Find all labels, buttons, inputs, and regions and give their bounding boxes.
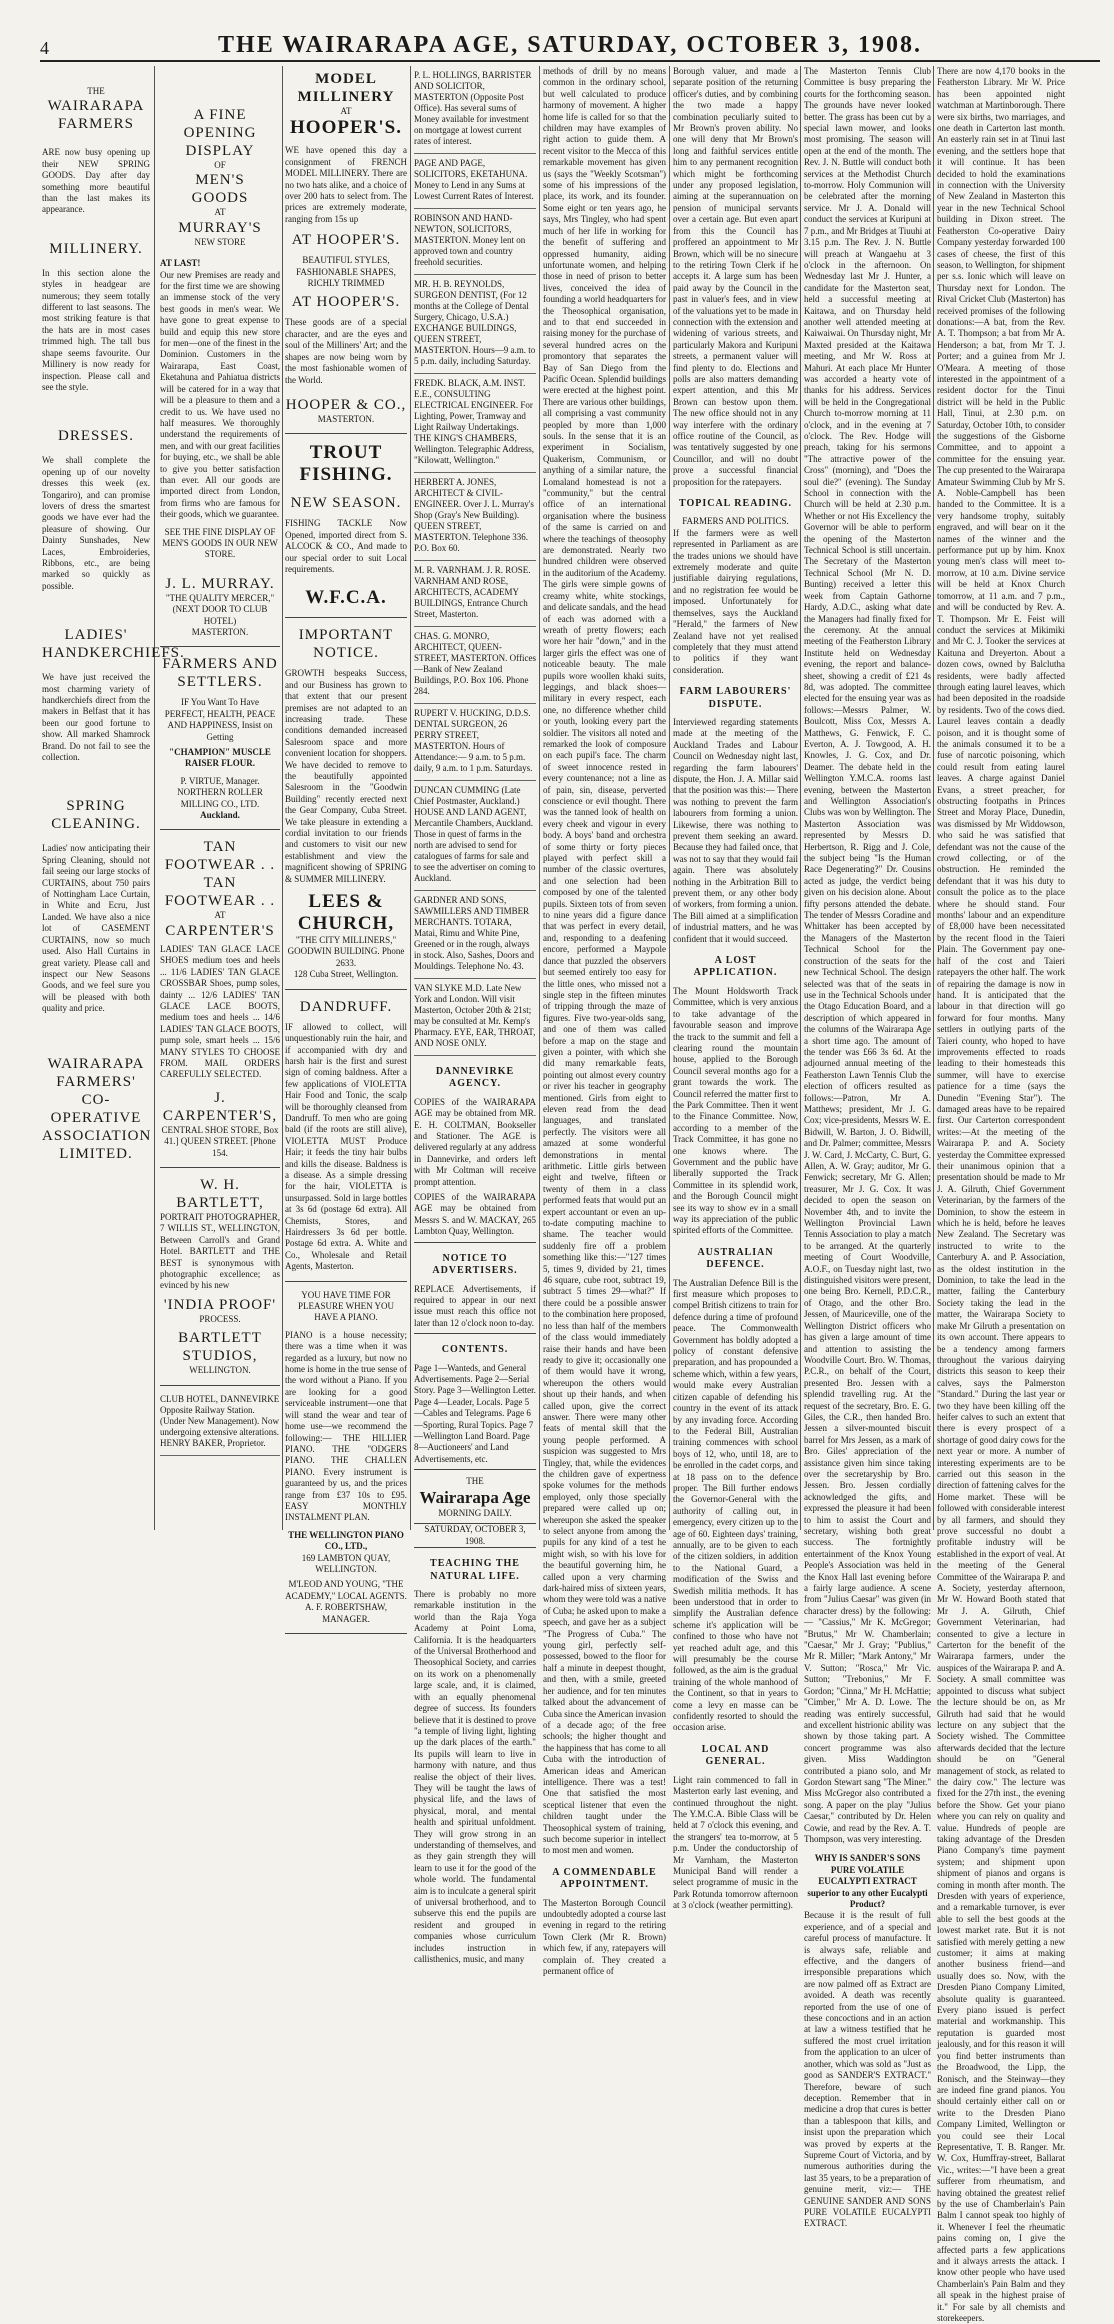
appointment-body: The Masterton Borough Council undoubtedly adopted a course last evening in regard to the retiring Town Clerk (Mr R. Brown) which few, if any, ratepayers will complain of. They created a permanent office of	[543, 1897, 666, 1977]
column-topical: Borough valuer, and made a separate position of the returning officer's duties, and by combining the two made a happy combination peculiarly suited to Mr Brown's proven ability. No one will deny that Mr Brown's long and faithful services entitle him to any permanent recognition which might be forthcoming under any proposed legislation, aiming at the superannuation on pension of municipal servants over a certain age. But even apart from this the Council has proffered an appointment to Mr Brown, which will be no sinecure to the retiring Town Clerk if he accepts it. A large sum has been paid away by the Council in the past in valuer's fees, and in view of the valuations yet to be made in connection with the extension and widening of various streets, and particularly Makora and Kuripuni streets, a permanent valuer will find plenty to do. Elections and polls are also matters demanding expert attention, and this Mr Brown can bestow upon them. The new office should not in any way interfere with the ordinary office routine of the Council, as was tentatively suggested by one Councillor, and will no doubt prove a successful financial proposition for the ratepayers. TOPICAL READING. FARMERS AND POLITICS. If the farmers were as well represented in Parliament as are the trades unions we should have extremely moderate and quite justifiable dairying regulations, and no registration fee would be imposed. Unfortunately for themselves, says the Auckland "Herald," the farmers of New Zealand have not yet realised completely that they must attend to politics if they want consideration. FARM LABOURERS' DISPUTE. Interviewed regarding statements made at the meeting of the Auckland Trades and Labour Council on Wednesday night last, regarding the farm labourers' dispute, the Hon. J. A. Millar said that the position was this:— There was nothing to prevent the farm labourers from forming a union. Likewise, there was nothing to prevent them seeking an award. Because they had failed once, that was not to say that they would fail again. There was absolutely nothing in the Arbitration Bill to prevent them, or any other body of workers, from forming a union. The Bill aimed at a simplification of industrial matters, and he was confident that it would succeed. A LOST APPLICATION. The Mount Holdsworth Track Committee, which is very anxious to take advantage of the favourable season and improve the track to the summit and fell a clearing round the mountain house, applied to the Borough Council several months ago for a grant towards the work. The Council referred the matter first to the Park Committee. Then it went to the Finance Committee. Now, according to a member of the Track Committee, it has gone no one knows where. The Government and the public have liberally supported the Track Committee in its splendid work, and the Borough Council might see its way to show ev in a small way its appreciation of the public spirited efforts of the Committee. AUSTRALIAN DEFENCE. The Australian Defence Bill is the first measure which proposes to compel British citizens to train for defence during a time of profound peace. The Commonwealth Government has boldly adopted a policy of constant defensive preparation, and has propounded a scheme which, within a few years, would make every Australian citizen capable of defending his country in the event of its attack by any invading force. According to the Federal Bill, Australian training commences with school boys of 12, who, until 18, are to be enrolled in the cadet corps, and at 18 pass on to the defence proper. The Bill further endows the Governor-General with the authority of calling out, in emergency, every citizen up to the age of 60. Eighteen days' training, annually, are to be given to each of the citizen soldiers, in addition to the National Guard, a modification of the Swiss and Swedish militia methods. It has been understood that in order to simplify the Australian defence scheme it's application will be confined to those who have not yet reached adult age, and this will presumably be the course followed, as the aim is the gradual training of the whole manhood of the Continent, so that in years to come a levy en masse can be confidently resorted to should the occasion arise. LOCAL AND GENERAL. Light rain commenced to fall in Masterton early last evening, and continued throughout the night. The Y.M.C.A. Bible Class will be held at 7 o'clock this evening, and the strangers' tea to-morrow, at 5 p.m. Under the conductorship of Mr Varnham, the Masterton Municipal Band will render a select programme of music in the Park Rotunda tomorrow afternoon at 3 o'clock (weather permitting).	[673, 66, 798, 1911]
topical-heading: TOPICAL READING.	[678, 498, 793, 510]
appointment-heading: A COMMENDABLE APPOINTMENT.	[552, 1866, 657, 1891]
column-rule	[154, 66, 155, 1530]
piano-ad: YOU HAVE TIME FOR PLEASURE WHEN YOU HAVE A PIANO. PIANO is a house necessity; there was a time when it was regarded as a luxury, but now no home is home in the true sense of the word without a Piano. If you are looking for a good serviceable instrument—one that will stand the wear and tear of home use—we recommend the following:— THE HILLIER PIANO. THE "ODGERS PIANO. THE CHALLEN PIANO. Every instrument is guaranteed by us, and the prices range from £37 10s to £95. EASY MONTHLY INSTALMENT PLAN. THE WELLINGTON PIANO CO., LTD., 169 LAMBTON QUAY, WELLINGTON. M'LEOD AND YOUNG, "THE ACADEMY," LOCAL AGENTS. A. F. ROBERTSHAW, MANAGER.	[285, 1286, 407, 1634]
sanders-body: Because it is the result of full experience, and of a special and careful process of manufacture. It is always safe, reliable and effective, and the dangers of irresponsible preparations which are now palmed off as Extract are avoided. A death was recently reported from the use of one of these concoctions and in an action at law a witness testified that he suffered the most cruel irritation from the application to an ulcer of another, which was sold as "Just as good as SANDER'S EXTRACT." Therefore, beware of such deception. Remember that in medicine a drop that cures is better than a tablespoon that kills, and insist upon the preparation which was proved by experts at the Supreme Court of Victoria, and by numerous authorities during the last 35 years, to be a preparation of genuine merit, viz:— THE GENUINE SANDER AND SONS PURE VOLATILE EUCALYPTI EXTRACT.	[804, 1910, 931, 2229]
professional-card: MR. H. B. REYNOLDS, SURGEON DENTIST, (For 12 months at the College of Dental Surgery, Chicago, U.S.A.) EXCHANGE BUILDINGS, QUEEN STREET, MASTERTON. Hours—9 a.m. to 5 p.m. daily, including Saturday.	[414, 275, 536, 374]
carpenter-ad: TAN FOOTWEAR . . TAN FOOTWEAR . . AT CARPENTER'S LADIES' TAN GLACE LACE SHOES medium toes and heels ... 11/6 LADIES' TAN GLACE CROSSBAR Shoes, pump soles, dainty ... 12/6 LADIES' TAN GLACE LACE BOOTS, medium toes and heels ... 14/6 LADIES' TAN GLACE BOOTS, pump sole, smart heels ... 15/6 MANY STYLES TO CHOOSE FROM. MAIL ORDERS CAREFULLY SELECTED. J. CARPENTER'S, CENTRAL SHOE STORE, Box 41.] QUEEN STREET. [Phone 154.	[160, 834, 280, 1168]
application-heading: A LOST APPLICATION.	[693, 955, 778, 979]
professional-card: DUNCAN CUMMING (Late Chief Postmaster, Auckland.) HOUSE AND LAND AGENT, Mercantile Chambers, Auckland. Those in quest of farms in the north are advised to send for catalogues of farms for sale and to see the advertiser on coming to Auckland.	[414, 781, 536, 891]
professional-card: ROBINSON AND HAND-NEWTON, SOLICITORS, MASTERTON. Money lent on approved town and country freehold securities.	[414, 209, 536, 275]
professional-card: PAGE AND PAGE, SOLICITORS, EKETAHUNA. Money to Lend in any Sums at Lowest Current Rates of Interest.	[414, 154, 536, 209]
column-rule	[800, 66, 801, 1530]
handkerchiefs-heading: LADIES' HANDKERCHIEFS.	[42, 627, 185, 662]
handkerchiefs-body: We have just received the most charming variety of handkerchiefs direct from the makers in Belfast that it has been our good fortune to show. All marked Shamrock Brand. Do not fail to see the collection.	[42, 672, 150, 763]
murray-body: Our new Premises are ready and for the first time we are showing an immense stock of the very best goods in men's wear. We have gone to great expense to build and equip this new store for men—one of the finest in the Dominion. Customers in the Wairarapa, East Coast, Eketahuna and Pahiatua districts will be catered for in a way that will be a pleasure to them and a credit to us. We have used no half measures. We thoroughly understand the requirements of men, and with our great facilities for buying, etc., we shall be able to give you better satisfaction than ever. All our goods are imported direct from London, from firms who are famous for their goods, which we guarantee.	[160, 269, 280, 520]
murray-name: J. L. MURRAY.	[165, 575, 275, 592]
contents-list: Page 1—Wanteds, and General Advertisements. Page 2—Serial Story. Page 3—Wellington Letter. Page 4—Leader, Locals. Page 5—Cables and Telegrams. Page 6—Sporting, Rural Topics. Page 7—Wellington Land Board. Page 8—Auctioneers' and Land Advertisements, etc.	[414, 1363, 536, 1471]
masthead: THE WAIRARAPA AGE, SATURDAY, OCTOBER 3, 1908.	[218, 32, 922, 58]
page-header	[40, 32, 1100, 62]
appointment-continued: Borough valuer, and made a separate position of the returning officer's duties, and by combining the two made a happy combination peculiarly suited to Mr Brown's proven ability. No one will deny that Mr Brown's long and faithful services entitle him to any permanent recognition which might be forthcoming under any proposed legislation, aiming at the superannuation on pension of municipal servants over a certain age. But even apart from this the Council has proffered an appointment to Mr Brown, which will be no sinecure to the retiring Town Clerk if he accepts it. A large sum has been paid away by the Council in the past in valuer's fees, and in view of the valuations yet to be made in connection with the extension and widening of various streets, and particularly Makora and Kuripuni streets, a permanent valuer will find plenty to do. Elections and polls are also matters demanding expert attention, and this Mr Brown can bestow upon them. The new office should not in any way interfere with the ordinary office routine of the Council, as was tentatively suggested by one Councillor, and will no doubt prove a successful financial proposition for the ratepayers.	[673, 66, 798, 487]
violetta-ad: DANDRUFF. IF allowed to collect, will unquestionably ruin the hair, and if accompanied with dry and harsh hair is the first and surest sign of coming baldness. After a few applications of VIOLETTA Hair Food and Tonic, the scalp will be thoroughly cleansed from Dandruff. To men who are going bald (if the roots are still alive), VIOLETTA MUST Produce Hair; it feeds the tiny hair bulbs and kills the disease. Baldness is a disease. As a simple dressing for the hair, VIOLETTA is unsurpassed. Sold in large bottles at 3s 6d (postage 6d extra). All Chemists, Stores, and Hairdressers 3s 6d per bottle. Postage 6d extra. A. White and Co., Wholesale and Retail Agents, Masterton.	[285, 994, 407, 1282]
professional-card: VAN SLYKE M.D. Late New York and London. Will visit Masterton, October 20th & 21st; may be consulted at Mr. Kemp's Pharmacy. EYE, EAR, THROAT, AND NOSE ONLY.	[414, 979, 536, 1056]
leader-heading: TEACHING THE NATURAL LIFE.	[430, 1558, 520, 1582]
professional-card: P. L. HOLLINGS, BARRISTER AND SOLICITOR, MASTERTON (Opposite Post Office). Has several sums of Money available for investment on mortgage at lowest current rates of interest.	[414, 66, 536, 154]
professional-card: CHAS. G. MONRO, ARCHITECT, QUEEN-STREET, MASTERTON. Offices—Bank of New Zealand Buildings, P.O. Box 106. Phone 284.	[414, 627, 536, 704]
column-rule	[933, 66, 934, 1530]
bartlett-ad: W. H. BARTLETT, PORTRAIT PHOTOGRAPHER, 7 WILLIS ST., WELLINGTON, Between Carroll's and Grand Hotel. BARTLETT and THE BEST is synonymous with photographic excellence; as evinced by his new 'INDIA PROOF' PROCESS. BARTLETT STUDIOS, WELLINGTON.	[160, 1172, 280, 1386]
page-number: 4	[40, 38, 49, 58]
professional-cards	[414, 66, 536, 1056]
spring-cleaning-heading: SPRING CLEANING.	[51, 798, 141, 833]
professional-card: M. R. VARNHAM. J. R. ROSE. VARNHAM AND ROSE, ARCHITECTS, ACADEMY BUILDINGS, Entrance Church Street, Masterton.	[414, 561, 536, 627]
sanders-heading: WHY IS SANDER'S SONS PURE VOLATILE EUCALYPTI EXTRACT superior to any other Eucalypti Product?	[807, 1853, 928, 1909]
lees-church-ad: IMPORTANT NOTICE. GROWTH bespeaks Success, and our Business has grown to that extent that our present premises are not adapted to an increasing trade. These conditions demanded increased Salesroom space and more convenient location for shoppers. We have decided to remove to the beautifully appointed Salesroom in the "Goodwin Building" recently erected next the Gear Company, Cuba Street. We take pleasure in extending a cordial invitation to our friends and customers to visit our new establishment and view the magnificent showing of SPRING & SUMMER MILLINERY. LEES & CHURCH, "THE CITY MILLINERS," GOODWIN BUILDING. Phone 2633. 128 Cuba Street, Wellington.	[285, 622, 407, 989]
leader-body: There is probably no more remarkable institution in the world than the Raja Yoga Academy at Point Loma, California. It is the headquarters of the Universal Brotherhood and Theosophical Society, and carries on its work on a phenomenally large scale, and, it is claimed, with an equally phenomenal degree of success. Its founders believe that it is destined to prove "a temple of living light, lighting up the dark places of the earth." Its pupils will learn to live in harmony with nature, and thus realise the object of their lives. They will be taught the laws of physical life, and the laws of physical, moral, and mental health and spiritual unfoldment. They will grow strong in an understanding of themselves, and as they gain strength they will learn to use it for the good of the whole world. The fundamental aim is to inculcate a general spirit of universal brotherhood, and to subserve this end the pupils are resident and grouped in companies whose curriculum includes instruction in callisthenics, music, and many	[414, 1589, 536, 1965]
intro-heading: THE WAIRARAPA FARMERS	[47, 86, 145, 133]
professional-card: HERBERT A. JONES, ARCHITECT & CIVIL-ENGINEER. Over J. L. Murray's Shop (Gray's New Building). QUEEN STREET, MASTERTON. Telephone 336. P.O. Box 60.	[414, 473, 536, 561]
column-rule	[539, 66, 540, 1530]
column-rule	[669, 66, 670, 1530]
millinery-body: In this section alone the styles in headgear are numerous; they seem totally different to last seasons. The most striking feature is that the hats are in most cases trimmed high. The tall bus shape seems favourite. Our Millinery is now ready for inspection. Please call and see the style.	[42, 267, 150, 392]
dannevirke-heading: DANNEVIRKE AGENCY.	[435, 1066, 515, 1090]
murray-display-ad: A FINE OPENING DISPLAY OF MEN'S GOODS AT MURRAY'S NEW STORE AT LAST! Our new Premises are ready and for the first time we are showing an immense stock of the very best goods in men's wear. We have gone to great expense to build and equip this new store for men—one of the finest in the Dominion. Customers in the Wairarapa, East Coast, Eketahuna and Pahiatua districts will be catered for in a way that will be a pleasure to them and a credit to us. We have used no half measures. We thoroughly understand the requirements of men, and with our great facilities for buying, etc., we shall be able to give you better satisfaction than ever. All our goods are imported direct from London, from firms who are famous for their goods, which we guarantee. SEE THE FINE DISPLAY OF MEN'S GOODS IN OUR NEW STORE. J. L. MURRAY. "THE QUALITY MERCER," (NEXT DOOR TO CLUB HOTEL) MASTERTON.	[160, 66, 280, 647]
local-general-heading: LOCAL AND GENERAL.	[701, 1743, 770, 1768]
column-rule	[410, 66, 411, 1530]
notice-heading: NOTICE TO ADVERTISERS.	[432, 1252, 518, 1277]
intro-body: ARE now busy opening up their NEW SPRING GOODS. Day after day something more beautiful than the last makes its appearance.	[42, 147, 150, 215]
dresses-body: We shall complete the opening up of our novelty dresses this week (ex. Tongariro), and can promise lovers of dress the smartest goods we have ever had the pleasure of showing. Our Dainty Sunshades, New Laces, Embroideries, Ribbons, etc., are being marked so quickly as possible.	[42, 455, 150, 591]
column-leader-continued	[543, 66, 666, 1977]
defence-heading: AUSTRALIAN DEFENCE.	[697, 1246, 774, 1271]
flour-ad: FARMERS AND SETTLERS. IF You Want To Have PERFECT, HEALTH, PEACE AND HAPPINESS, Insist on Getting "CHAMPION" MUSCLE RAISER FLOUR. P. VIRTUE, Manager. NORTHERN ROLLER MILLING CO., LTD. Auckland.	[160, 651, 280, 830]
local-news-body-2: There are now 4,170 books in the Featherston Library. Mr W. Price has been appointed night watchman at Martinborough. There were six births, two marriages, and one death in Carterton last month. An easterly rain set in at Tinui last evening, and the settlers hope that it will continue. It has been decided to hold the examinations in connection with the University of New Zealand in Masterton this year in the new Technical School building in Dixon street. The Featherston Co-operative Dairy Company yesterday forwarded 100 cases of cheese, the first of this season, to Wellington, for shipment per s.s. Ionic which will leave on Thursday next for London. The Rival Cricket Club (Masterton) has received promises of the following donations:—A bat, from the Rev. A. T. Thompson; a bat from Mr A. Henderson; a bat, from Mr T. J. Porter; and a guinea from Mr J. O'Meara. A meeting of those interested in the appointment of a resident doctor for the Tinui district will be held in the Public Hall, Tinui, at 2.30 p.m. on Saturday, October 10th, to consider the suggestions of the Gisborne Committee, and to appoint a committee for the ensuing year. The cup presented to the Wairarapa Amateur Swimming Club by Mr S. A. Noble-Campbell has been handed to the Committee. It is a very handsome trophy, suitably engraved, and will bear on it the names of the winner and the performance put up by him. Knox young men's class will meet to-morrow, at 10 a.m. Divine service will be held at Knox Church tomorrow, at 11 a.m. and 7 p.m., and will be conducted by Rev. A. T. Thompson. Mr E. Feist will conduct the services at Mikimiki and Mr C. J. Tooker the services at Kaituna and Dreyerton. About a dozen cows, owned by Balclutha residents, were badly affected through eating laurel leaves, which had been deposited in the roadside by residents. Two of the cows died. Laurel leaves contain a deadly poison, and it is thought some of the animals consumed it to be a fuse of narcotic poisoning, which could result from eating laurel leaves. A charge against Daniel Evans, a street preacher, for obstructing footpaths in Princes Street and Moray Place, Dunedin, was dismissed by Mr Widdowson, who said he was satisfied that defendant was not the cause of the crowd collecting, or of the obstruction. He reminded the defendant that it was his duty to consult the police as to the place where he should stand. Four months' labour and an expenditure of £8,000 have been necessitated by the recent flood in the Taieri Plain. The Government pay one-half of the cost and Taieri ratepayers the other half. The work of repairing the damage is now in hand. It is anticipated that the labour in that direction will go forward for four months. Many settlers in outlying parts of the Taieri county, who hoped to have improvements effected to roads leading to their homesteads this summer, will have to exercise patience for a time (says the Dunedin "Evening Star"). The damaged areas have to be repaired first. Our Carterton correspondent writes:—At the meeting of the Wairarapa P. and A. Society yesterday the Committee expressed their unanimous opinion that a presentation should be made to Mr J. A. Gilruth, Chief Government Veterinarian, by the farmers of the Dominion, to show the esteem in which he is held, before he leaves New Zealand. The Secretary was instructed to write to the Canterbury A. and P. Association, as the oldest institution in the Dominion, to take the lead in the matter, failing the Canterbury Society taking the lead in the matter, the Wairarapa Society to make Mr Gilruth a presentation on its own account. There appears to be a tendency among farmers throughout the various dairying districts this season to keep their calves, says the Palmerston "Standard." During the last year or two they have been killing off the heifer calves to such an extent that there is every prospect of a shortage of good dairy cows for the next year or more. A number of interesting experiments are to be carried out this season in the direction of fattening calves for the Home market. These will be followed with considerable interest by all farmers, and should they prove successful no doubt a profitable industry will be established in the export of veal. At the meeting of the General Committee of the Wairarapa P. and A. Society, yesterday afternoon, Mr W. Howard Booth stated that Mr J. A. Gilruth, Chief Government Veterinarian, had consented to give a lecture in Carterton for the benefit of the Wairarapa farmers, under the auspices of the Wairarapa P. and A. Society. A small committee was appointed to discuss what subject the lecture should be on, as Mr Gilruth had said that he would lecture on any subject that the Society wished. The Committee afterwards decided that the lecture should be on "General management of stock, as related to the dairy cow." The lecture was fixed for the 27th inst., the evening before the Show. Get your piano where you can rely on quality and value. Hundreds of people are taking advantage of the Dresden Piano Company's time payment system; and shipment upon shipment of pianos and organs is coming in month after month. The Dresden with years of experience, and a remarkable turnover, is ever able to sell the best goods at the lowest market rate. But it is not satisfied with merely getting a new customer; it aims at making another business friend—and usually does so. Now, with the Dresden Piano Company Limited, absolute quality is guaranteed. Every piano issued is perfect material and workmanship. This reputation is guarded most jealously, and for this reason it will you find better instruments than the Broadwood, the Lipp, the Ronisch, and the Steinway—they are indeed fine grand pianos. You should certainly either call on or write to the Dresden Piano Company Limited, Wellington or you could see their Local Representative, T. B. Ranger. Mr. W. Cox, Humffray-street, Ballarat Vic., writes:—"I have been a great sufferer from rheumatism, and having obtained the greatest relief by the use of Chamberlain's Pain Balm I cannot speak too highly of it. Whenever I feel the rheumatic pains coming on, I give the affected parts a few applications and it always arrests the attack. I know other people who have used Chamberlain's Pain Balm and they all speak in the highest praise of it." For sale by all chemists and storekeepers.	[937, 66, 1065, 2324]
contents-heading: CONTENTS.	[441, 1344, 509, 1356]
column-hooper-ads	[285, 66, 407, 1624]
dispute-heading: FARM LABOURERS' DISPUTE.	[679, 686, 792, 710]
professional-card: FREDK. BLACK, A.M. INST. E.E., CONSULTING ELECTRICAL ENGINEER. For Lighting, Power, Tramway and Light Railway Undertakings. THE KING'S CHAMBERS, Wellington. Telegraphic Address, "Kilowatt, Wellington."	[414, 374, 536, 473]
trout-fishing-ad: TROUT FISHING. NEW SEASON. FISHING TACKLE Now Opened, imported direct from S. ALCOCK & CO., And made to our special order to suit Local requirements. W.F.C.A.	[285, 438, 407, 618]
professional-card: RUPERT V. HUCKING, D.D.S. DENTAL SURGEON, 26 PERRY STREET, MASTERTON. Hours of Attendance:— 9 a.m. to 5 p.m. daily, 9 a.m. to 1 p.m. Saturdays.	[414, 704, 536, 781]
leader-continued: methods of drill by no means common in the ordinary school, but well calculated to produce harmony of movement. A higher home life is called for so that the children may have examples of right action to guide them. A recent visitor to the Mecca of this remarkable movement has given us (says the "Weekly Scotsman") some of his impressions of the place, its work, and its founder. Some eight or ten years ago, he says, Mrs Tingley, who had spent much of her life in working for the benefit of suffering and oppressed humanity, aiding unfortunate women, and helping those in need of prison to better lives, conceived the idea of founding a world headquarters for the Theosophical organisation, and to that end succeeded in raising money for the purchase of several hundred acres on the promontory that separates the Bay of San Diego from the Pacific Ocean. Splendid buildings were erected at the highest point. There are various other buildings, all comprising a vast community peopled by more than 1,000 souls. In the sense that it is an experiment in Socialism, Quakerism, Communism, or anything of a similar nature, the Lomaland homestead is not a "community," but the central office of an international organisation where the business of the same is carried on and where the teachings of theosophy are demonstrated. Nearly two hundred children were observed in the auditorium of the Academy. The girls were simple gowns of creamy white, white stockings, and delicate sandals, and the head of each was adorned with a wreath of pretty flowers; each wore her hair "down," and in the larger girls the effect was one of noticeable beauty. The male pupils wore woollen khaki suits, leggings, and black shoes—military in every respect, each one, no difference whether child or youth, looking every part the soldier. The visitors all noted and remarked the look of composure on each pupil's face. The charm of sweet innocence rested in every countenance; not a line as of pain, sin, disease, perverted conscience or evil thought. There was the tanned look of health on every cheek and vigour in every body. A boys' band and orchestra of some thirty or forty pieces played with perfect skill a number of the classic overtures, and one selection had been composed by one of the talented pupils. Sixteen tots of from seven to nine years did a figure dance that was perfect in every detail, and, responding to a deafening encore, performed a Maypole dance that puzzled the observers but seemed entirely too easy for the little ones, who missed not a single step in the fifteen minutes of tripping through the maze of figures. Five two-year-olds sang, and one of them was called before a map on the stage and given a pointer, with which she did many remarkable feats, pointing out almost every country or river his teacher in geography mentioned. Girls from eight to eleven read from the dead languages, and translated perfectly. The visitors were all amazed at some wonderful demonstrations in mental arithmetic. Little girls between eight and twelve, fifteen or twenty of them in a class performed feats that would put an expert accountant or even an up-to-date computing machine to shame. The teacher would suddenly fire off a problem something like this:—"127 times 5, times 9, divided by 21, times 46 square, cube root, subtract 19, subtract 5 times 29—what?" If there could be a possible answer to the combination here proposed, no less than half of the members of the class would immediately raise their hands and have been ready to give it; occasionally one of them would have it wrong, whereupon the others would shout up their hands, and when called upon, give the correct answer. There were many other feats of mental skill that the young people performed. A suspicion was suggested to Mrs Tingley, that, while the evidences the children gave of expertness spoke volumes for the methods employed, only those specially prepared were called up on; whereupon she asked the speaker to select anyone from among the pupils for any kind of a test he might wish, so with his love for the beautiful governing him, he called upon a very charming dark-haired miss of sixteen years, whom they were told was a native of Cuba; he asked upon to make a speech, and gave her as a subject "The Progress of Cuba." The young girl, perfectly self-possessed, bowed to the floor for half a minute in deepest thought, and then, with a smile, greeted her audience, and for ten minutes talked about the advancement of Cuba since the American invasion of a decade ago; of the free schools; the higher thought and the happiness that has come to all Cuba with the introduction of American ideas and American intelligence. There was a test! One that satisfied the most sceptical listener that even the children taught under the Theosophical system of training, such become superior in intellect to most men and women.	[543, 66, 666, 1856]
column-rule	[282, 66, 283, 1530]
association-signature: WAIRARAPA FARMERS' CO-OPERATIVE ASSOCIATION LIMITED.	[42, 1055, 152, 1162]
dresses-heading: DRESSES.	[58, 428, 134, 445]
spring-cleaning-body: Ladies' now anticipating their Spring Cleaning, should not fail seeing our large stocks of CURTAINS, about 750 pairs of Nottingham Lace Curtain, in White and Ecru, Just Landed. We have also a nice lot of CASEMENT CURTAINS, now so much used. Also Hall Curtains in great variety. Please call and inspect our New Seasons Goods, and we feel sure you will be pleased with both quality and price.	[42, 843, 150, 1014]
millinery-heading: MILLINERY.	[49, 240, 143, 257]
paper-nameplate: Wairarapa Age	[419, 1487, 531, 1507]
club-hotel-ad: CLUB HOTEL, DANNEVIRKE Opposite Railway Station. (Under New Management). Now undergoing extensive alterations. HENRY BAKER, Proprietor.	[160, 1390, 280, 1456]
column-farmers-ad	[42, 66, 185, 1530]
professional-card: GARDNER AND SONS, SAWMILLERS AND TIMBER MERCHANTS. TOTARA, Matai, Rimu and White Pine, Greened or in the rough, always in stock. Also, Sashes, Doors and Mouldings. Telephone No. 43.	[414, 891, 536, 979]
column-local-news-2	[937, 66, 1065, 2324]
column-cards-leader: P. L. HOLLINGS, BARRISTER AND SOLICITOR, MASTERTON (Opposite Post Office). Has several sums of Money available for investment on mortgage at lowest current rates of interest. PAGE AND PAGE, SOLICITORS, EKETAHUNA. Money to Lend in any Sums at Lowest Current Rates of Interest. ROBINSON AND HAND-NEWTON, SOLICITORS, MASTERTON. Money lent on approved town and country freehold securities. MR. H. B. REYNOLDS, SURGEON DENTIST, (For 12 months at the College of Dental Surgery, Chicago, U.S.A.) EXCHANGE BUILDINGS, QUEEN STREET, MASTERTON. Hours—9 a.m. to 5 p.m. daily, including Saturday. FREDK. BLACK, A.M. INST. E.E., CONSULTING ELECTRICAL ENGINEER. For Lighting, Power, Tramway and Light Railway Undertakings. THE KING'S CHAMBERS, Wellington. Telegraphic Address, "Kilowatt, Wellington." HERBERT A. JONES, ARCHITECT & CIVIL-ENGINEER. Over J. L. Murray's Shop (Gray's New Building). QUEEN STREET, MASTERTON. Telephone 336. P.O. Box 60. M. R. VARNHAM. J. R. ROSE. VARNHAM AND ROSE, ARCHITECTS, ACADEMY BUILDINGS, Entrance Church Street, Masterton. CHAS. G. MONRO, ARCHITECT, QUEEN-STREET, MASTERTON. Offices—Bank of New Zealand Buildings, P.O. Box 106. Phone 284. RUPERT V. HUCKING, D.D.S. DENTAL SURGEON, 26 PERRY STREET, MASTERTON. Hours of Attendance:— 9 a.m. to 5 p.m. daily, 9 a.m. to 1 p.m. Saturdays. DUNCAN CUMMING (Late Chief Postmaster, Auckland.) HOUSE AND LAND AGENT, Mercantile Chambers, Auckland. Those in quest of farms in the north are advised to send for catalogues of farms for sale and to see the advertiser on coming to Auckland. GARDNER AND SONS, SAWMILLERS AND TIMBER MERCHANTS. TOTARA, Matai, Rimu and White Pine, Greened or in the rough, always in stock. Also, Sashes, Doors and Mouldings. Telephone No. 43. VAN SLYKE M.D. Late New York and London. Will visit Masterton, October 20th & 21st; may be consulted at Mr. Kemp's Pharmacy. EYE, EAR, THROAT, AND NOSE ONLY. DANNEVIRKE AGENCY. COPIES of the WAIRARAPA AGE may be obtained from MR. E. H. COLTMAN, Bookseller and Stationer. The AGE is delivered regularly at any address in Dannevirke, and orders left with Mr Coltman will receive prompt attention. COPIES of the WAIRARAPA AGE may be obtained from Messrs S. and W. MACKAY, 265 Lambton Quay, Wellington. NOTICE TO ADVERTISERS. REPLACE Advertisements, if required to appear in our next issue must reach this office not later than 12 o'clock noon to-day. CONTENTS. Page 1—Wanteds, and General Advertisements. Page 2—Serial Story. Page 3—Wellington Letter. Page 4—Leader, Locals. Page 5—Cables and Telegrams. Page 6—Sporting, Rural Topics. Page 7—Wellington Land Board. Page 8—Auctioneers' and Land Advertisements, etc. THE Wairarapa Age MORNING DAILY. SATURDAY, OCTOBER 3, 1908. TEACHING THE NATURAL LIFE. There is probably no more remarkable institution in the world than the Raja Yoga Academy at Point Loma, California. It is the headquarters of the Universal Brotherhood and Theosophical Society, and carries on its work on a phenomenally large scale, and, it is claimed, with an equally phenomenal degree of success. Its founders believe that it is destined to prove "a temple of living light, lighting up the dark places of the earth." Its pupils will learn to live in harmony with nature, and thus realise the object of their lives. They will be taught the laws of physical life, and the laws of physical, moral, and mental health and spiritual unfoldment. They will grow strong in an understanding of themselves, and as they gain strength they will learn to use it for the good of the whole world. The fundamental aim is to inculcate a general spirit of universal brotherhood, and to subserve this end the pupils are resident and grouped in companies whose curriculum includes instruction in callisthenics, music, and many	[414, 66, 536, 1530]
hooper-ad: MODEL MILLINERY AT HOOPER'S. WE have opened this day a consignment of FRENCH MODEL MILLINERY. There are no two hats alike, and a choice of over 200 hats to select from. The prices are extremely moderate, ranging from 15s up AT HOOPER'S. BEAUTIFUL STYLES, FASHIONABLE SHAPES, RICHLY TRIMMED AT HOOPER'S. These goods are of a special character, and are the eyes and soul of the Milliners' Art; and the shapes are now being worn by the most fashionable women of the World. HOOPER & CO., MASTERTON.	[285, 66, 407, 434]
column-murray-ads	[160, 66, 280, 1530]
column-local-news	[804, 66, 932, 2229]
local-news-body: The Masterton Tennis Club Committee is busy preparing the courts for the forthcoming season. The grounds have never looked better. The grass has been cut by a special lawn mower, and looks most promising. The season will open at the end of the month. The Rev. J. N. Buttle will conduct both services at the Methodist Church to-morrow. Holy Communion will be celebrated after the morning service. Mr J. A. Donald will conduct the services at Kuripuni at 7 p.m., and Mr Bridges at Tiuuhi at 3.15 p.m. The Rev. J. N. Buttle will preach at Wangaehu at 3 o'clock in the afternoon. On Wednesday last Mr J. Hunter, a candidate for the Masterton seat, held a successful meeting at Kaitawa, and on Thursday held another well attended meeting at Kaiwaiwai. On Thursday night, Mr Maxted presided at the Kaitawa meeting, and Mr W. Ross at Mahuri. At each place Mr Hunter was accorded a hearty vote of thanks for his address. Services will be held in the Congregational Church to-morrow morning at 11 o'clock, and in the evening at 7 o'clock. The Rev. Hodge will preach, taking for his sermons "The attractive power of the Cross" (morning), and "Does the soul die?" (evening). The Sunday School in connection with the Church will be held at 2.30 p.m. Whether or not His Excellency the Governor will be able to perform the opening of the Masterton Technical School is still uncertain. The Secretary of the Masterton Technical School (Mr N. D. Bunting) received a letter this week from Captain Gathorne Hardy, A.D.C., asking what date the Managers had finally fixed for the ceremony. At the annual meeting of the Featherston Library Institute held on Wednesday evening, the report and balance-sheet, showing a credit of £21 4s 8d, was adopted. The committee elected for the ensuing year was as follows:—Messrs Palmer, W. Boulcott, Miss Cox, Messrs A. Matthews, G. Fenwick, F. C. Everton, A. J. Towgood, A. H. Knowles, J. G. Cox, and Dr. Deamer. The debate held in the Wellington Y.M.C.A. rooms last evening, between the Masterton and Wellington Association's Clubs was won by Wellington. The Masterton Association was represented by Messrs D. Herbertson, R. Rigg and J. Cole, the subject being "Is the Human Race Degenerating?" Dr. Cousins acted as judge, the verdict being given on his decision alone. About fifty persons attended the debate. The tender of Messrs Coradine and Whittaker has been accepted by the Managers of the Masterton Technical School for the construction of the seats for the new Technical School. The design selected was that of the seats in use in the Technical Schools under the Otago Education Board, and a description of which appeared in the columns of the Wairarapa Age a short time ago. The amount of the tender was £66 3s 6d. At the adjourned annual meeting of the Featherston Lawn Tennis Club the election of officers resulted as follows:—Patron, Mr A. Matthews; president, Mr J. G. Cox; vice-presidents, Messrs W. E. Bidwill, W. Barton, J. O. Bidwill, and Dr. Palmer; committee, Messrs J. W. Card, J. McCarty, C. Burt, G. Allen, A. W. Gray; auditor, Mr G. Fenwick; secretary, Mr G. Allen; treasurer, Mr J. G. Cox. It was decided to open the season on November 4th, and to invite the Wellington Provincial Lawn Tennis Association to play a match to be arranged. At the quarterly meeting of Court Woodville, A.O.F., on Tuesday night last, two distinguished visitors were present, one being Bro. Kernell, P.D.C.R., of Otago, and the other Bro. Jessen, of Mauriceville, one of the Wellington District officers who has given a large amount of time and attention to assisting the Woodville Court. Bro. W. Thomas, P.C.R., on behalf of the Court, presented Bro. Jessen with a splendid travelling rug. At the request of the secretary, Bro. E. G. Giles, the C.R., then handed Bro. Jessen a silver-mounted biscuit barrel for Mrs Jessen, as a mark of Bro. Giles' appreciation of the assistance given him since taking over the secretaryship by Bro. Jessen. Bro. Jessen cordially acknowledged the gifts, and expressed the pleasure it had been to him to assist the Court and secretary, wishing both great success. The fortnightly entertainment of the Knox Young People's Association was held in the Knox Hall last evening before a fairly large audience. A scene from "Julius Caesar" was given (in character dress) by the following:— "Cassius," Mr K. McGregor; "Brutus," Mr W. Chamberlain; "Caesar," Mr J. Gray; "Publius," Mr R. Miller; "Mark Antony," Mr V. Sutton; "Rosca," Mr Vic. Sutton; "Trebonius," Mr F. Gordon; "Cinna," Mr H. McHattie; "Cimber," Mr A. D. Lowe. The reading was entirely successful, and excellent histrionic ability was shown by those taking part. A concert programme was also given. Miss Waddington contributed a piano solo, and Mr Gordon Stewart sang "The Miner." Miss McGregor also contributed a song. A paper on the play "Julius Caesar," contributed by Dr. Helen Cowie, and read by the Rev. A. T. Thompson, was very interesting.	[804, 66, 932, 1844]
issue-date: SATURDAY, OCTOBER 3, 1908.	[414, 1523, 536, 1548]
